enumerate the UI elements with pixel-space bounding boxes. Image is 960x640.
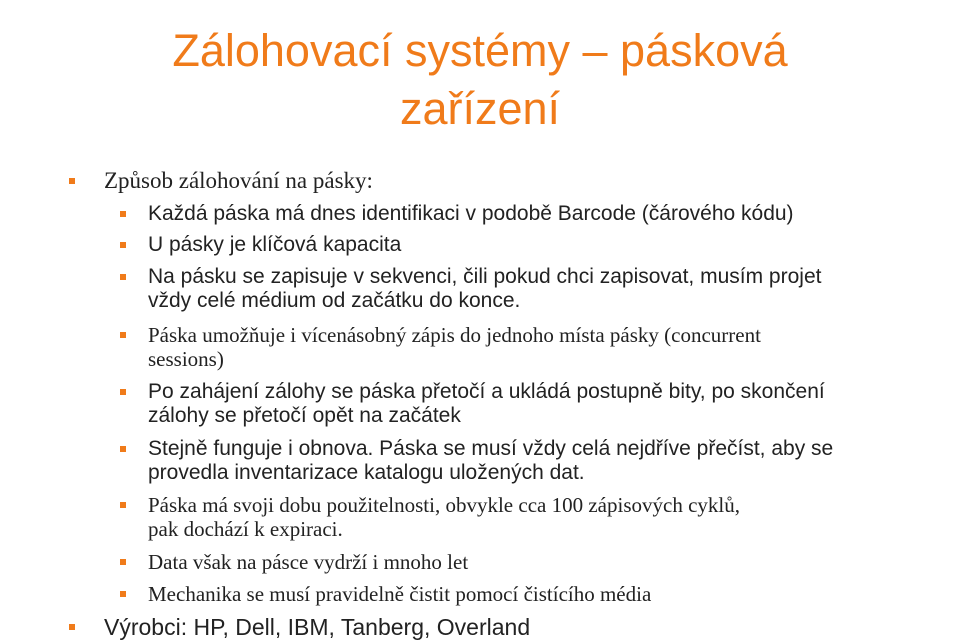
bullet-marker	[120, 242, 126, 248]
bullet-marker	[120, 274, 126, 280]
bullet-text: U pásky je klíčová kapacita	[148, 233, 402, 256]
bullet-text-line-1: Páska má svoji dobu použitelnosti, obvykle cca 100 zápisových cyklů,	[148, 493, 740, 517]
bullet-item-3	[148, 233, 908, 257]
bullet-text-line-2: provedla inventarizace katalogu uložených dat.	[148, 461, 585, 484]
bullet-text-line-1: Po zahájení zálohy se páska přetočí a ukládá postupně bity, po skončení	[148, 380, 825, 403]
bullet-item-5	[148, 323, 908, 371]
bullet-marker	[120, 559, 126, 565]
bullet-text-line-2: vždy celé médium od začátku do konce.	[148, 289, 521, 312]
bullet-item-8	[148, 493, 908, 541]
bullet-text: Způsob zálohování na pásky:	[104, 168, 373, 193]
bullet-item-6	[148, 380, 908, 428]
bullet-item-1	[104, 168, 373, 194]
title-line-1: Zálohovací systémy – pásková	[172, 25, 788, 76]
bullet-item-10	[148, 582, 908, 606]
bullet-text-line-2: sessions)	[148, 347, 224, 371]
bullet-text-line-1: Stejně funguje i obnova. Páska se musí vždy celá nejdříve přečíst, aby se	[148, 437, 834, 460]
bullet-text-line-1: Páska umožňuje i vícenásobný zápis do jednoho místa pásky (concurrent	[148, 323, 761, 347]
bullet-marker	[120, 502, 126, 508]
bullet-marker	[120, 446, 126, 452]
bullet-text-line-2: zálohy se přetočí opět na začátek	[148, 404, 461, 427]
bullet-item-11	[104, 614, 530, 640]
bullet-text: Data však na pásce vydrží i mnoho let	[148, 550, 469, 574]
bullet-marker	[120, 591, 126, 597]
bullet-text: Každá páska má dnes identifikaci v podobě Barcode (čárového kódu)	[148, 202, 794, 225]
bullet-text-line-1: Na pásku se zapisuje v sekvenci, čili pokud chci zapisovat, musím projet	[148, 265, 822, 288]
bullet-item-9	[148, 550, 908, 574]
bullet-marker	[69, 624, 75, 630]
bullet-item-7	[148, 437, 908, 485]
bullet-text-line-2: pak dochází k expiraci.	[148, 517, 343, 541]
bullet-marker	[69, 178, 75, 184]
bullet-item-2	[148, 202, 908, 226]
slide-title	[40, 22, 920, 138]
bullet-marker	[120, 389, 126, 395]
bullet-marker	[120, 211, 126, 217]
bullet-text: Mechanika se musí pravidelně čistit pomocí čistícího média	[148, 582, 652, 606]
bullet-text: Výrobci: HP, Dell, IBM, Tanberg, Overland	[104, 614, 531, 640]
bullet-marker	[120, 332, 126, 338]
bullet-item-4	[148, 265, 908, 313]
title-line-2: zařízení	[399, 83, 561, 134]
